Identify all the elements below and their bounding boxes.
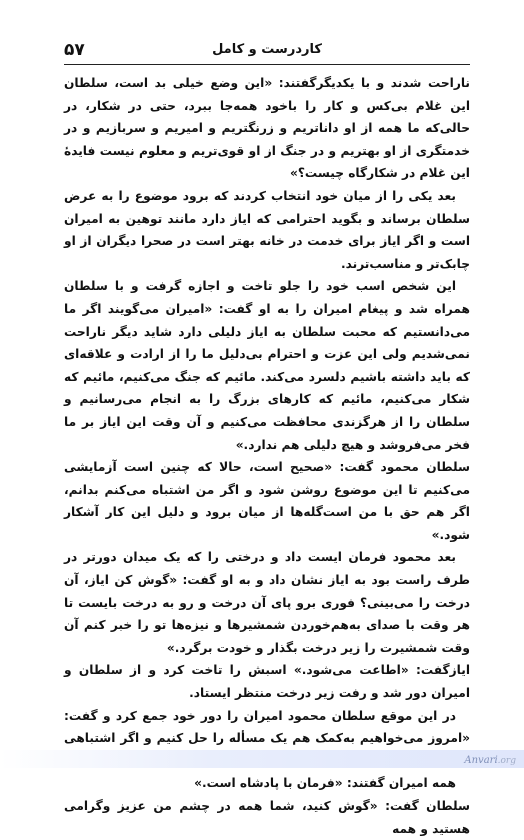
paragraph: این شخص اسب خود را جلو تاخت و اجازه گرفت و با سلطان همراه شد و پیغام امیران را به او گفت: «امیران می‌گویند اگر ما می‌دانستیم که محبت سلطان به ایاز دلیلی دارد شاید دیگر ناراحت نمی‌شدیم ولی این عزت و احترام بی‌دلیل ما را از ارادت و علاقه‌ای که باید داشته باشیم دلسرد می‌کند. مائیم که جنگ می‌کنیم، مائیم که شکار می‌کنیم، مائیم که کارهای بزرگ را به انجام می‌رسانیم و سلطان را از هرگزندی محافظت می‌کنیم و آن وقت این ایاز بر ما فخر می‌فروشد و هیچ دلیلی هم ندارد.» <box>64 279 470 452</box>
paragraph: بعد محمود فرمان ایست داد و درختی را که یک میدان دورتر در طرف راست بود به ایاز نشان داد و به او گفت: «گوش کن ایاز، آن درخت را می‌بینی؟ فوری برو پای آن درخت و رو به درخت بایست تا هر وقت با صدای به‌هم‌خوردن شمشیرها و نیزه‌ها تو را خبر کنم آن وقت شمشیرت را زیر درخت بگذار و خودت برگرد.» <box>64 550 470 655</box>
watermark-name: Anvari <box>464 755 498 766</box>
paragraph: ایازگفت: «اطاعت می‌شود.» اسبش را تاخت کرد و از سلطان و امیران دور شد و رفت زیر درخت منتظر ایستاد. <box>64 663 470 701</box>
running-title: کاردرست و کامل <box>212 42 322 57</box>
header-rule <box>64 64 470 65</box>
page-header <box>64 40 470 62</box>
paragraph: سلطان محمود گفت: «صحیح است، حالا که چنین است آزمایشی می‌کنیم تا این موضوع روشن شود و اگر من اشتباه می‌کنم بدانم، اگر هم حق با من است‌گله‌ها از میان برود و دلیل این کار آشکار شود.» <box>64 460 470 542</box>
paragraph: در این موقع سلطان محمود امیران را دور خود جمع کرد و گفت: «امروز می‌خواهیم به‌کمک هم یک مسأله را حل کنیم و اگر اشتباهی <box>64 708 470 746</box>
page-number: ۵۷ <box>64 40 85 60</box>
watermark-domain: .org <box>497 756 516 766</box>
paragraph: بعد یکی را از میان خود انتخاب کردند که برود موضوع را به عرض سلطان برساند و بگوید احترامی که ایاز دارد مانند توهین به امیران است و اگر ایاز برای خدمت در خانه بهتر است در صحرا دیگران از او چابک‌تر و مناسب‌ترند. <box>64 188 470 271</box>
paragraph: ناراحت شدند و با یکدیگرگفتند: «این وضع خیلی بد است، سلطان این غلام بی‌کس و کار را باخود همه‌جا ببرد، حتی در شکار، در حالی‌که ما همه از او داناتریم و زرنگتریم و امیریم و سرباز‌یم و در خدمتگری از او بهتریم و در جنگ از او قوی‌تریم و معلوم نیست فایدهٔ این غلام در شکارگاه چیست؟» <box>64 76 470 181</box>
body-text <box>64 72 470 840</box>
footer-band <box>0 750 524 768</box>
paragraph: سلطان گفت: «گوش کنید، شما همه در چشم من عزیز وگرامی هستید و همه <box>64 799 470 836</box>
paragraph: همه امیران گفتند: «فرمان با پادشاه است.» <box>194 776 456 791</box>
watermark <box>464 755 516 766</box>
